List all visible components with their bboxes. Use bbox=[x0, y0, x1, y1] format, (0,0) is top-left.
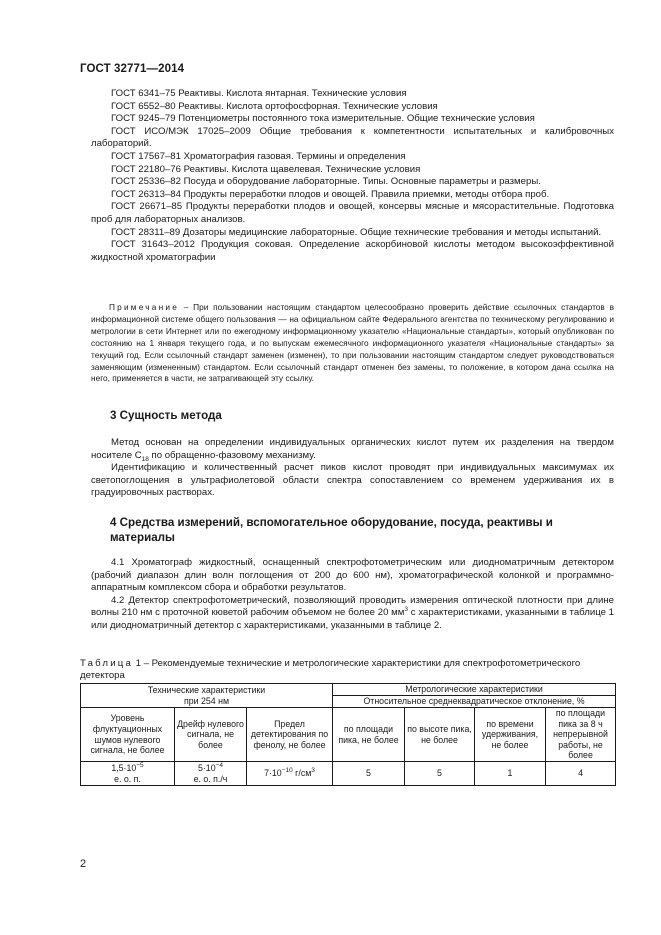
reference-item: ГОСТ 9245–79 Потенциометры постоянного тока измерительные. Общие технические условия bbox=[111, 113, 535, 125]
reference-item: ГОСТ 6552–80 Реактивы. Кислота ортофосфорная. Технические условия bbox=[111, 100, 438, 112]
table-cell-height: 5 bbox=[405, 762, 475, 786]
caption-text: 1 – Рекомендуемые технические и метрологические характеристики для спектрофотометрического детектора bbox=[80, 658, 581, 681]
unit-text: г/см bbox=[292, 768, 312, 779]
table-column-header: Дрейф нулевого сигнала, не более bbox=[175, 708, 247, 762]
table-column-header: Предел детектирования по фенолу, не более bbox=[247, 708, 333, 762]
text-span: по обращенно-фазовому механизму. bbox=[148, 449, 316, 461]
note-text: – При пользовании настоящим стандартом целесообразно проверить действие ссылочных стандартов в информационной системе общего пользования — на официальном сайте Федерального агентства по техническому регулированию и метрологии в сети Интернет или по ежегодному информационному указателю «Национальные стандарты», который опубликован по состоянию на 1 января текущего года, и по выпускам ежемесячного информационного указателя «Национальные стандарты» за текущий год. Если ссылочный стандарт заменен (изменен), то при пользовании настоящим стандартом следует руководствоваться заменяющим (измененным) стандартом. Если ссылочный стандарт отменен без замены, то положение, в котором дана ссылка на него, применяется в части, не затрагивающей эту ссылку. bbox=[91, 302, 614, 384]
reference-item: ГОСТ 17567–81 Хроматография газовая. Термины и определения bbox=[111, 150, 406, 162]
reference-item: ГОСТ 31643–2012 Продукция соковая. Определение аскорбиновой кислоты методом высокоэффективной жидкостной хроматографии bbox=[91, 239, 614, 263]
subscript: 18 bbox=[141, 455, 149, 463]
table-cell-area: 5 bbox=[333, 762, 405, 786]
section-4-body bbox=[91, 557, 614, 633]
value-text: 1,5·10 bbox=[111, 762, 137, 773]
caption-label: Таблица bbox=[80, 658, 134, 669]
table-header-technical bbox=[81, 684, 333, 708]
unit-text: е. о. п./ч bbox=[193, 773, 228, 784]
references-note bbox=[91, 302, 614, 385]
section-3-paragraph-1 bbox=[91, 437, 614, 462]
exponent: −5 bbox=[136, 761, 144, 769]
page-number: 2 bbox=[80, 858, 87, 870]
value-text: 7·10 bbox=[264, 768, 282, 779]
text-span: 4.2 Детектор спектрофотометрический, позволяющий проводить измерения оптической плотности при длине волны 210 нм с проточной кюветой рабочим объемом не более 20 мм bbox=[91, 594, 614, 619]
reference-item: ГОСТ ИСО/МЭК 17025–2009 Общие требования к компетентности испытательных и калибровочных лабораторий. bbox=[91, 125, 614, 150]
table-1-caption bbox=[80, 658, 615, 682]
normative-references-list bbox=[91, 88, 614, 264]
reference-item: ГОСТ 22180–76 Реактивы. Кислота щавелевая. Технические условия bbox=[111, 163, 421, 175]
exponent: −4 bbox=[215, 761, 224, 769]
table-column-header: по времени удерживания, не более bbox=[475, 708, 546, 762]
header-line: при 254 нм bbox=[183, 695, 230, 706]
table-cell-detection-limit bbox=[247, 762, 333, 786]
table-cell-drift bbox=[175, 762, 247, 786]
reference-item: ГОСТ 26671–85 Продукты переработки плодов и овощей, консервы мясные и мясорастительные. Подготовка проб для лабораторных анализов. bbox=[91, 201, 614, 225]
table-column-header: по площади пика, не более bbox=[333, 708, 405, 762]
exponent: −10 bbox=[281, 767, 293, 775]
section-3-body bbox=[91, 437, 614, 500]
section-4-title: 4 Средства измерений, вспомогательное оборудование, посуда, реактивы и материалы bbox=[110, 516, 553, 544]
document-header: ГОСТ 32771—2014 bbox=[80, 63, 185, 75]
value-text: 5·10 bbox=[197, 762, 216, 773]
table-header-metrological: Метрологические характеристики bbox=[333, 684, 616, 696]
text-span: Метод основан на определении индивидуальных органических кислот путем их разделения на твердом носителе С bbox=[91, 437, 614, 461]
note-label: Примечание bbox=[109, 302, 180, 312]
section-3-title: 3 Сущность метода bbox=[110, 409, 222, 422]
table-cell-area-8h: 4 bbox=[546, 762, 616, 786]
exponent: 3 bbox=[311, 767, 315, 775]
table-column-header: Уровень флуктуационных шумов нулевого сигнала, не более bbox=[81, 708, 175, 762]
table-row bbox=[81, 762, 616, 786]
section-3-paragraph-2: Идентификацию и количественный расчет пиков кислот проводят при индивидуальных максимумах их светопоглощения в ультрафиолетовой области спектра сопоставлением со временем удерживания их в градуировочных растворах. bbox=[91, 462, 614, 499]
header-line: Технические характеристики bbox=[147, 684, 266, 695]
table-header-rsd: Относительное среднеквадратическое отклонение, % bbox=[333, 696, 616, 708]
reference-item: ГОСТ 25336–82 Посуда и оборудование лабораторные. Типы. Основные параметры и размеры. bbox=[111, 176, 541, 188]
superscript: 3 bbox=[404, 606, 409, 614]
reference-item: ГОСТ 26313–84 Продукты переработки плодов и овощей. Правила приемки, методы отбора проб. bbox=[111, 188, 550, 200]
text-span: с характеристиками, указанными в таблице 1 или диодноматричный детектор с характеристиками, указанными в таблице 2. bbox=[91, 607, 615, 631]
table-cell-retention: 1 bbox=[475, 762, 546, 786]
table-1 bbox=[80, 683, 616, 786]
section-4-paragraph-1: 4.1 Хроматограф жидкостный, оснащенный спектрофотометрическим или диодноматричным детектором (рабочий диапазон длин волн поглощения от 200 до 600 нм), хроматографической колонкой и программно-аппаратным комплексом сбора и обработки результатов. bbox=[91, 557, 614, 594]
reference-item: ГОСТ 28311–89 Дозаторы медицинские лабораторные. Общие технические требования и методы испытаний. bbox=[111, 226, 602, 238]
table-cell-noise bbox=[81, 762, 175, 786]
table-column-header: по площади пика за 8 ч непрерывной работы, не более bbox=[546, 708, 616, 762]
unit-text: е. о. п. bbox=[114, 773, 141, 784]
reference-item: ГОСТ 6341–75 Реактивы. Кислота янтарная. Технические условия bbox=[111, 88, 407, 99]
table-column-header: по высоте пика, не более bbox=[405, 708, 475, 762]
section-4-paragraph-2 bbox=[91, 595, 614, 633]
